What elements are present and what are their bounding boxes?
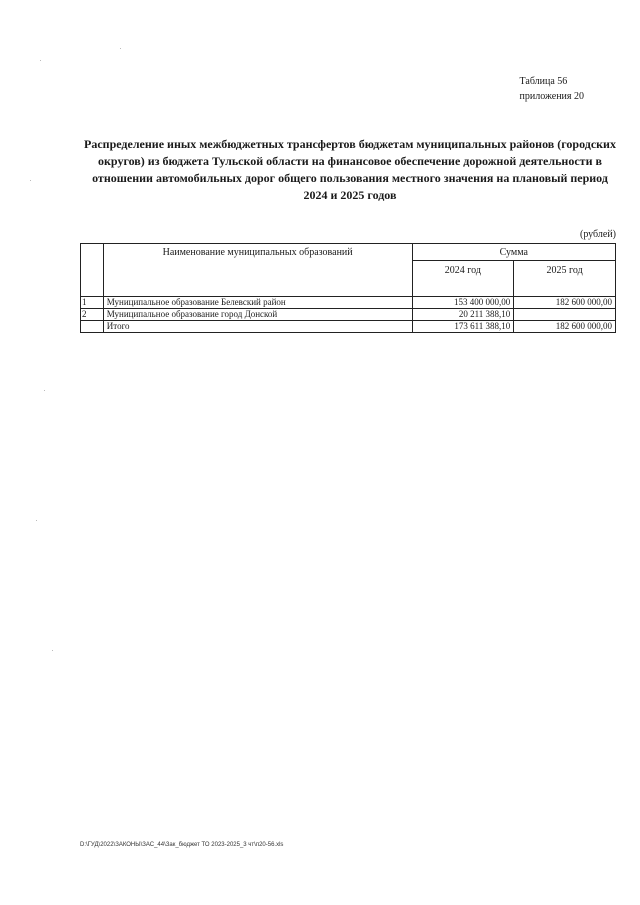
scan-speck [36, 520, 37, 521]
header-year-2025: 2025 год [514, 261, 616, 297]
file-path-footer: D:\ГУД\2022\ЗАКОНЫ\ЗАС_44\Зак_бюджет ТО 2023-2025_3 чт\п20-56.xls [80, 842, 284, 848]
scan-speck [52, 650, 53, 651]
table-row [81, 297, 616, 309]
row-name: Муниципальное образование город Донской [103, 309, 412, 321]
header-name: Наименование муниципальных образований [103, 244, 412, 297]
row-amount-2025: 182 600 000,00 [514, 321, 616, 333]
scan-speck [40, 60, 41, 61]
document-title: Распределение иных межбюджетных трансфертов бюджетам муниципальных районов (городских округов) из бюджета Тульской области на финансовое обеспечение дорожной деятельности в отношении автомобильных дорог общего пользования местного значения на плановый период 2024 и 2025 годов [84, 137, 616, 202]
row-number: 1 [81, 297, 104, 309]
scan-speck [120, 48, 121, 49]
table-header-row [81, 244, 616, 261]
table-number: Таблица 56 [519, 76, 568, 87]
units-label: (рублей) [579, 229, 616, 240]
scan-speck [30, 180, 31, 181]
row-amount-2025: 182 600 000,00 [514, 297, 616, 309]
header-sum: Сумма [412, 244, 616, 261]
row-name: Муниципальное образование Белевский район [103, 297, 412, 309]
row-amount-2025 [514, 309, 616, 321]
scan-speck [44, 390, 45, 391]
distribution-table [80, 243, 616, 333]
row-amount-2024: 173 611 388,10 [412, 321, 514, 333]
row-amount-2024: 20 211 388,10 [412, 309, 514, 321]
table-reference [520, 74, 584, 104]
row-name: Итого [103, 321, 412, 333]
row-amount-2024: 153 400 000,00 [412, 297, 514, 309]
header-number-cell [81, 244, 104, 297]
row-number [81, 321, 104, 333]
table-total-row [81, 321, 616, 333]
row-number: 2 [81, 309, 104, 321]
table-row [81, 309, 616, 321]
appendix-number: приложения 20 [519, 91, 584, 102]
header-year-2024: 2024 год [412, 261, 514, 297]
